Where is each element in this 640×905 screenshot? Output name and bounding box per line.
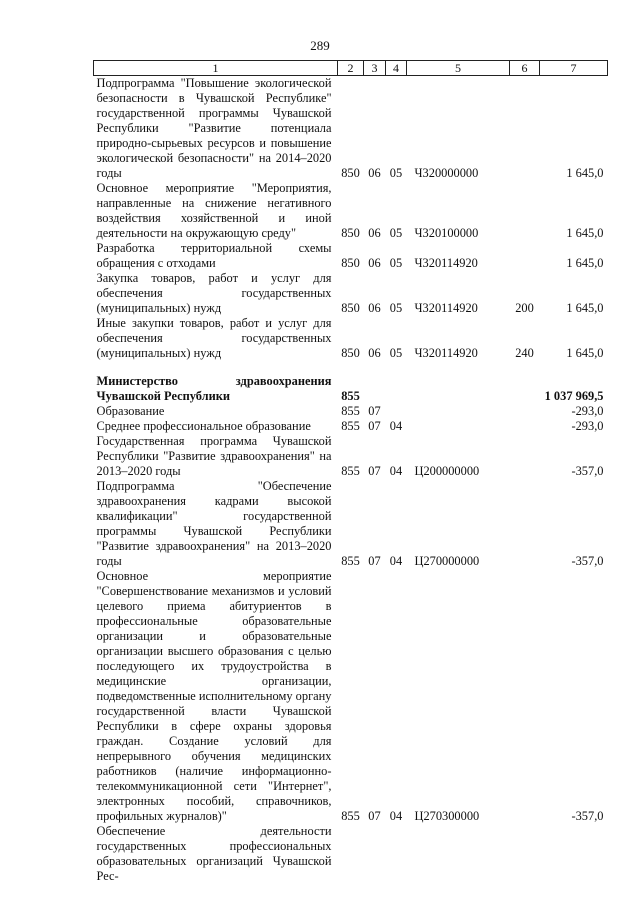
amount: 1 645,0 bbox=[566, 346, 604, 360]
table-row bbox=[94, 419, 608, 434]
table-row bbox=[94, 434, 608, 479]
row-name: Подпрограмма "Обеспечение здравоохранения кадрами высокой квалификации" государственной программы Чувашской Республики "Развитие здравоохранения" на 2013–2020 годы bbox=[96, 479, 332, 568]
target-article-code: Ц270000000 bbox=[414, 554, 480, 568]
subsection-code: 05 bbox=[389, 166, 403, 180]
table-row-ministry bbox=[94, 374, 608, 404]
amount: 1 645,0 bbox=[566, 166, 604, 180]
row-name: Среднее профессиональное образование bbox=[96, 419, 311, 433]
grbs-code: 855 bbox=[341, 464, 360, 478]
expense-type-code bbox=[510, 824, 540, 884]
expense-type-code bbox=[510, 434, 540, 479]
row-name: Закупка товаров, работ и услуг для обеспечения государственных (муниципальных) нужд bbox=[96, 271, 332, 315]
subsection-code: 04 bbox=[389, 554, 403, 568]
column-number-4: 4 bbox=[386, 61, 407, 76]
target-article-code bbox=[407, 374, 510, 404]
target-article-code: Ц200000000 bbox=[414, 464, 480, 478]
column-number-1: 1 bbox=[94, 61, 338, 76]
table-row bbox=[94, 824, 608, 884]
section-code bbox=[364, 824, 386, 884]
subsection-code: 04 bbox=[389, 419, 403, 433]
section-code bbox=[364, 374, 386, 404]
grbs-code: 855 bbox=[341, 809, 360, 823]
column-number-7: 7 bbox=[540, 61, 608, 76]
grbs-code: 850 bbox=[341, 226, 360, 240]
section-code: 06 bbox=[368, 301, 381, 315]
table-row bbox=[94, 181, 608, 241]
column-number-3: 3 bbox=[364, 61, 386, 76]
table-row bbox=[94, 241, 608, 271]
amount: 1 645,0 bbox=[566, 301, 604, 315]
grbs-code: 850 bbox=[341, 256, 360, 270]
row-name: Образование bbox=[96, 404, 165, 418]
table-row bbox=[94, 569, 608, 824]
grbs-code: 850 bbox=[341, 301, 360, 315]
expense-type-code: 200 bbox=[515, 301, 534, 315]
amount: -357,0 bbox=[571, 464, 604, 478]
table-row bbox=[94, 271, 608, 316]
expense-type-code bbox=[510, 374, 540, 404]
table-row bbox=[94, 479, 608, 569]
subsection-code: 05 bbox=[389, 226, 403, 240]
subsection-code bbox=[386, 374, 407, 404]
table-row bbox=[94, 76, 608, 182]
subsection-code: 05 bbox=[389, 301, 403, 315]
expense-type-code bbox=[510, 419, 540, 434]
page-number: 289 bbox=[310, 38, 330, 53]
row-name: Основное мероприятие "Совершенствование механизмов и условий целевого приема абитуриентов в профессиональные образовательные организации и образовательные организации высшего образования с целью последующего их трудоустройства в медицинские организации, подведомственные исполнительному органу государственной власти Чувашской Республики в сфере охраны здоровья граждан. Создание условий для непрерывного обучения медицинских работников (наличие информационно-телекоммуникационной сети "Интернет", электронных пособий, справочников, профильных журналов)" bbox=[96, 569, 332, 823]
row-name: Государственная программа Чувашской Республики "Развитие здравоохранения" на 2013–2020 годы bbox=[96, 434, 332, 478]
column-number-row bbox=[94, 61, 608, 76]
spacer-row bbox=[94, 361, 608, 374]
section-code: 06 bbox=[368, 166, 381, 180]
subsection-code bbox=[386, 404, 407, 419]
grbs-code: 855 bbox=[341, 419, 360, 433]
amount: 1 645,0 bbox=[566, 226, 604, 240]
expense-type-code bbox=[510, 181, 540, 241]
amount: -293,0 bbox=[571, 419, 604, 433]
target-article-code bbox=[407, 824, 510, 884]
row-name: Основное мероприятие "Мероприятия, направленные на снижение негативного воздействия хозяйственной и иной деятельности на окружающую среду" bbox=[96, 181, 332, 240]
section-code: 06 bbox=[368, 256, 381, 270]
grbs-code: 855 bbox=[341, 554, 360, 568]
row-name: Разработка территориальной схемы обращения с отходами bbox=[96, 241, 332, 270]
amount: 1 645,0 bbox=[566, 256, 604, 270]
expense-type-code bbox=[510, 76, 540, 182]
section-code: 07 bbox=[368, 809, 381, 823]
amount: -357,0 bbox=[571, 809, 604, 823]
target-article-code: Ч320100000 bbox=[414, 226, 479, 240]
table-row bbox=[94, 404, 608, 419]
subsection-code: 05 bbox=[389, 256, 403, 270]
target-article-code bbox=[407, 419, 510, 434]
subsection-code bbox=[386, 824, 407, 884]
section-code: 07 bbox=[368, 464, 381, 478]
column-number-6: 6 bbox=[510, 61, 540, 76]
expense-type-code bbox=[510, 479, 540, 569]
amount: -357,0 bbox=[571, 554, 604, 568]
subsection-code: 04 bbox=[389, 464, 403, 478]
target-article-code: Ч320000000 bbox=[414, 166, 479, 180]
grbs-code bbox=[338, 824, 364, 884]
expense-type-code bbox=[510, 241, 540, 271]
section-code: 06 bbox=[368, 226, 381, 240]
target-article-code: Ч320114920 bbox=[414, 301, 478, 315]
row-name: Иные закупки товаров, работ и услуг для обеспечения государственных (муниципальных) нужд bbox=[96, 316, 332, 360]
subsection-code: 04 bbox=[389, 809, 403, 823]
grbs-code: 855 bbox=[341, 404, 360, 418]
column-number-5: 5 bbox=[407, 61, 510, 76]
grbs-code: 850 bbox=[341, 346, 360, 360]
grbs-code: 855 bbox=[341, 389, 360, 403]
expense-type-code: 240 bbox=[515, 346, 534, 360]
target-article-code: Ч320114920 bbox=[414, 346, 478, 360]
budget-table bbox=[93, 60, 608, 884]
grbs-code: 850 bbox=[341, 166, 360, 180]
expense-type-code bbox=[510, 404, 540, 419]
target-article-code bbox=[407, 404, 510, 419]
target-article-code: Ч320114920 bbox=[414, 256, 478, 270]
column-number-2: 2 bbox=[338, 61, 364, 76]
subsection-code: 05 bbox=[389, 346, 403, 360]
amount: 1 037 969,5 bbox=[544, 389, 604, 403]
section-code: 06 bbox=[368, 346, 381, 360]
section-code: 07 bbox=[368, 554, 381, 568]
amount bbox=[540, 824, 608, 884]
row-name: Обеспечение деятельности государственных профессиональных образовательных организаций Чувашской Рес- bbox=[96, 824, 332, 883]
table-row bbox=[94, 316, 608, 361]
target-article-code: Ц270300000 bbox=[414, 809, 480, 823]
section-code: 07 bbox=[368, 404, 381, 418]
section-code: 07 bbox=[368, 419, 381, 433]
row-name: Министерство здравоохранения Чувашской Республики bbox=[96, 374, 332, 403]
amount: -293,0 bbox=[571, 404, 604, 418]
expense-type-code bbox=[510, 569, 540, 824]
row-name: Подпрограмма "Повышение экологической безопасности в Чувашской Республике" государственной программы Чувашской Республики "Развитие потенциала природно-сырьевых ресурсов и повышение экологической безопасности" на 2014–2020 годы bbox=[96, 76, 332, 180]
